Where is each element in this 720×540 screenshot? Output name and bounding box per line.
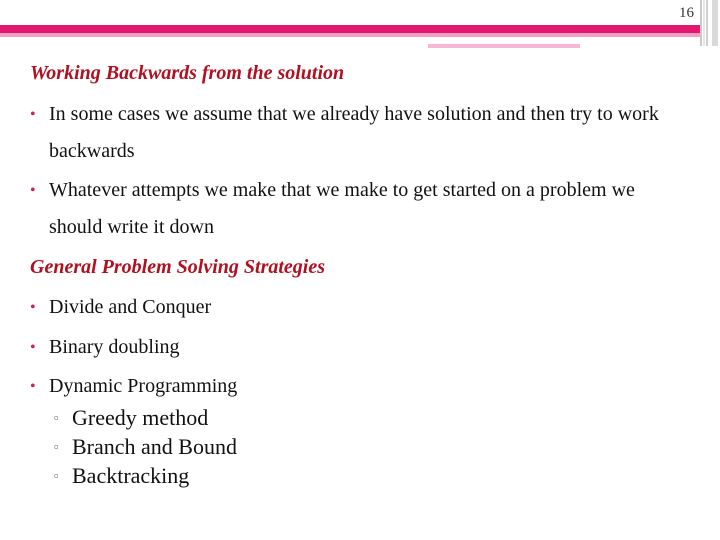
bullet-icon: • [30,339,36,356]
square-bullet-icon: ▫ [54,468,59,483]
page-number: 16 [679,5,694,21]
sub-bullet-text: Backtracking [72,463,190,488]
bullet-item [30,96,690,170]
bullet-icon: • [30,299,36,316]
sub-bullet-text: Branch and Bound [72,434,237,459]
bullet-item [30,329,690,366]
bullet-icon: • [30,182,36,199]
header-bar [0,25,700,33]
section-heading: General Problem Solving Strategies [30,256,325,278]
decor-stripe [700,0,702,46]
bullet-item [30,172,690,246]
bullet-text: Dynamic Programming [49,375,238,397]
decor-stripe [703,0,705,46]
bullet-text: Binary doubling [49,336,180,358]
sub-bullet-item [54,461,189,490]
square-bullet-icon: ▫ [54,439,59,454]
sub-bullet-text: Greedy method [72,405,209,430]
header-bar-light [0,33,700,37]
sub-bullet-item [54,432,237,461]
header-bar-segment [428,44,580,48]
sub-bullet-item [54,403,208,432]
bullet-item [30,368,690,405]
square-bullet-icon: ▫ [54,410,59,425]
decor-stripe [706,0,708,46]
bullet-item [30,289,690,326]
bullet-text: Divide and Conquer [49,296,212,318]
bullet-text: Whatever attempts we make that we make to get started on a problem we should write it down [49,179,635,238]
bullet-icon: • [30,106,36,123]
bullet-text: In some cases we assume that we already have solution and then try to work backwards [49,103,659,162]
decor-stripe [712,0,718,46]
bullet-icon: • [30,378,36,395]
section-heading: Working Backwards from the solution [30,62,345,84]
